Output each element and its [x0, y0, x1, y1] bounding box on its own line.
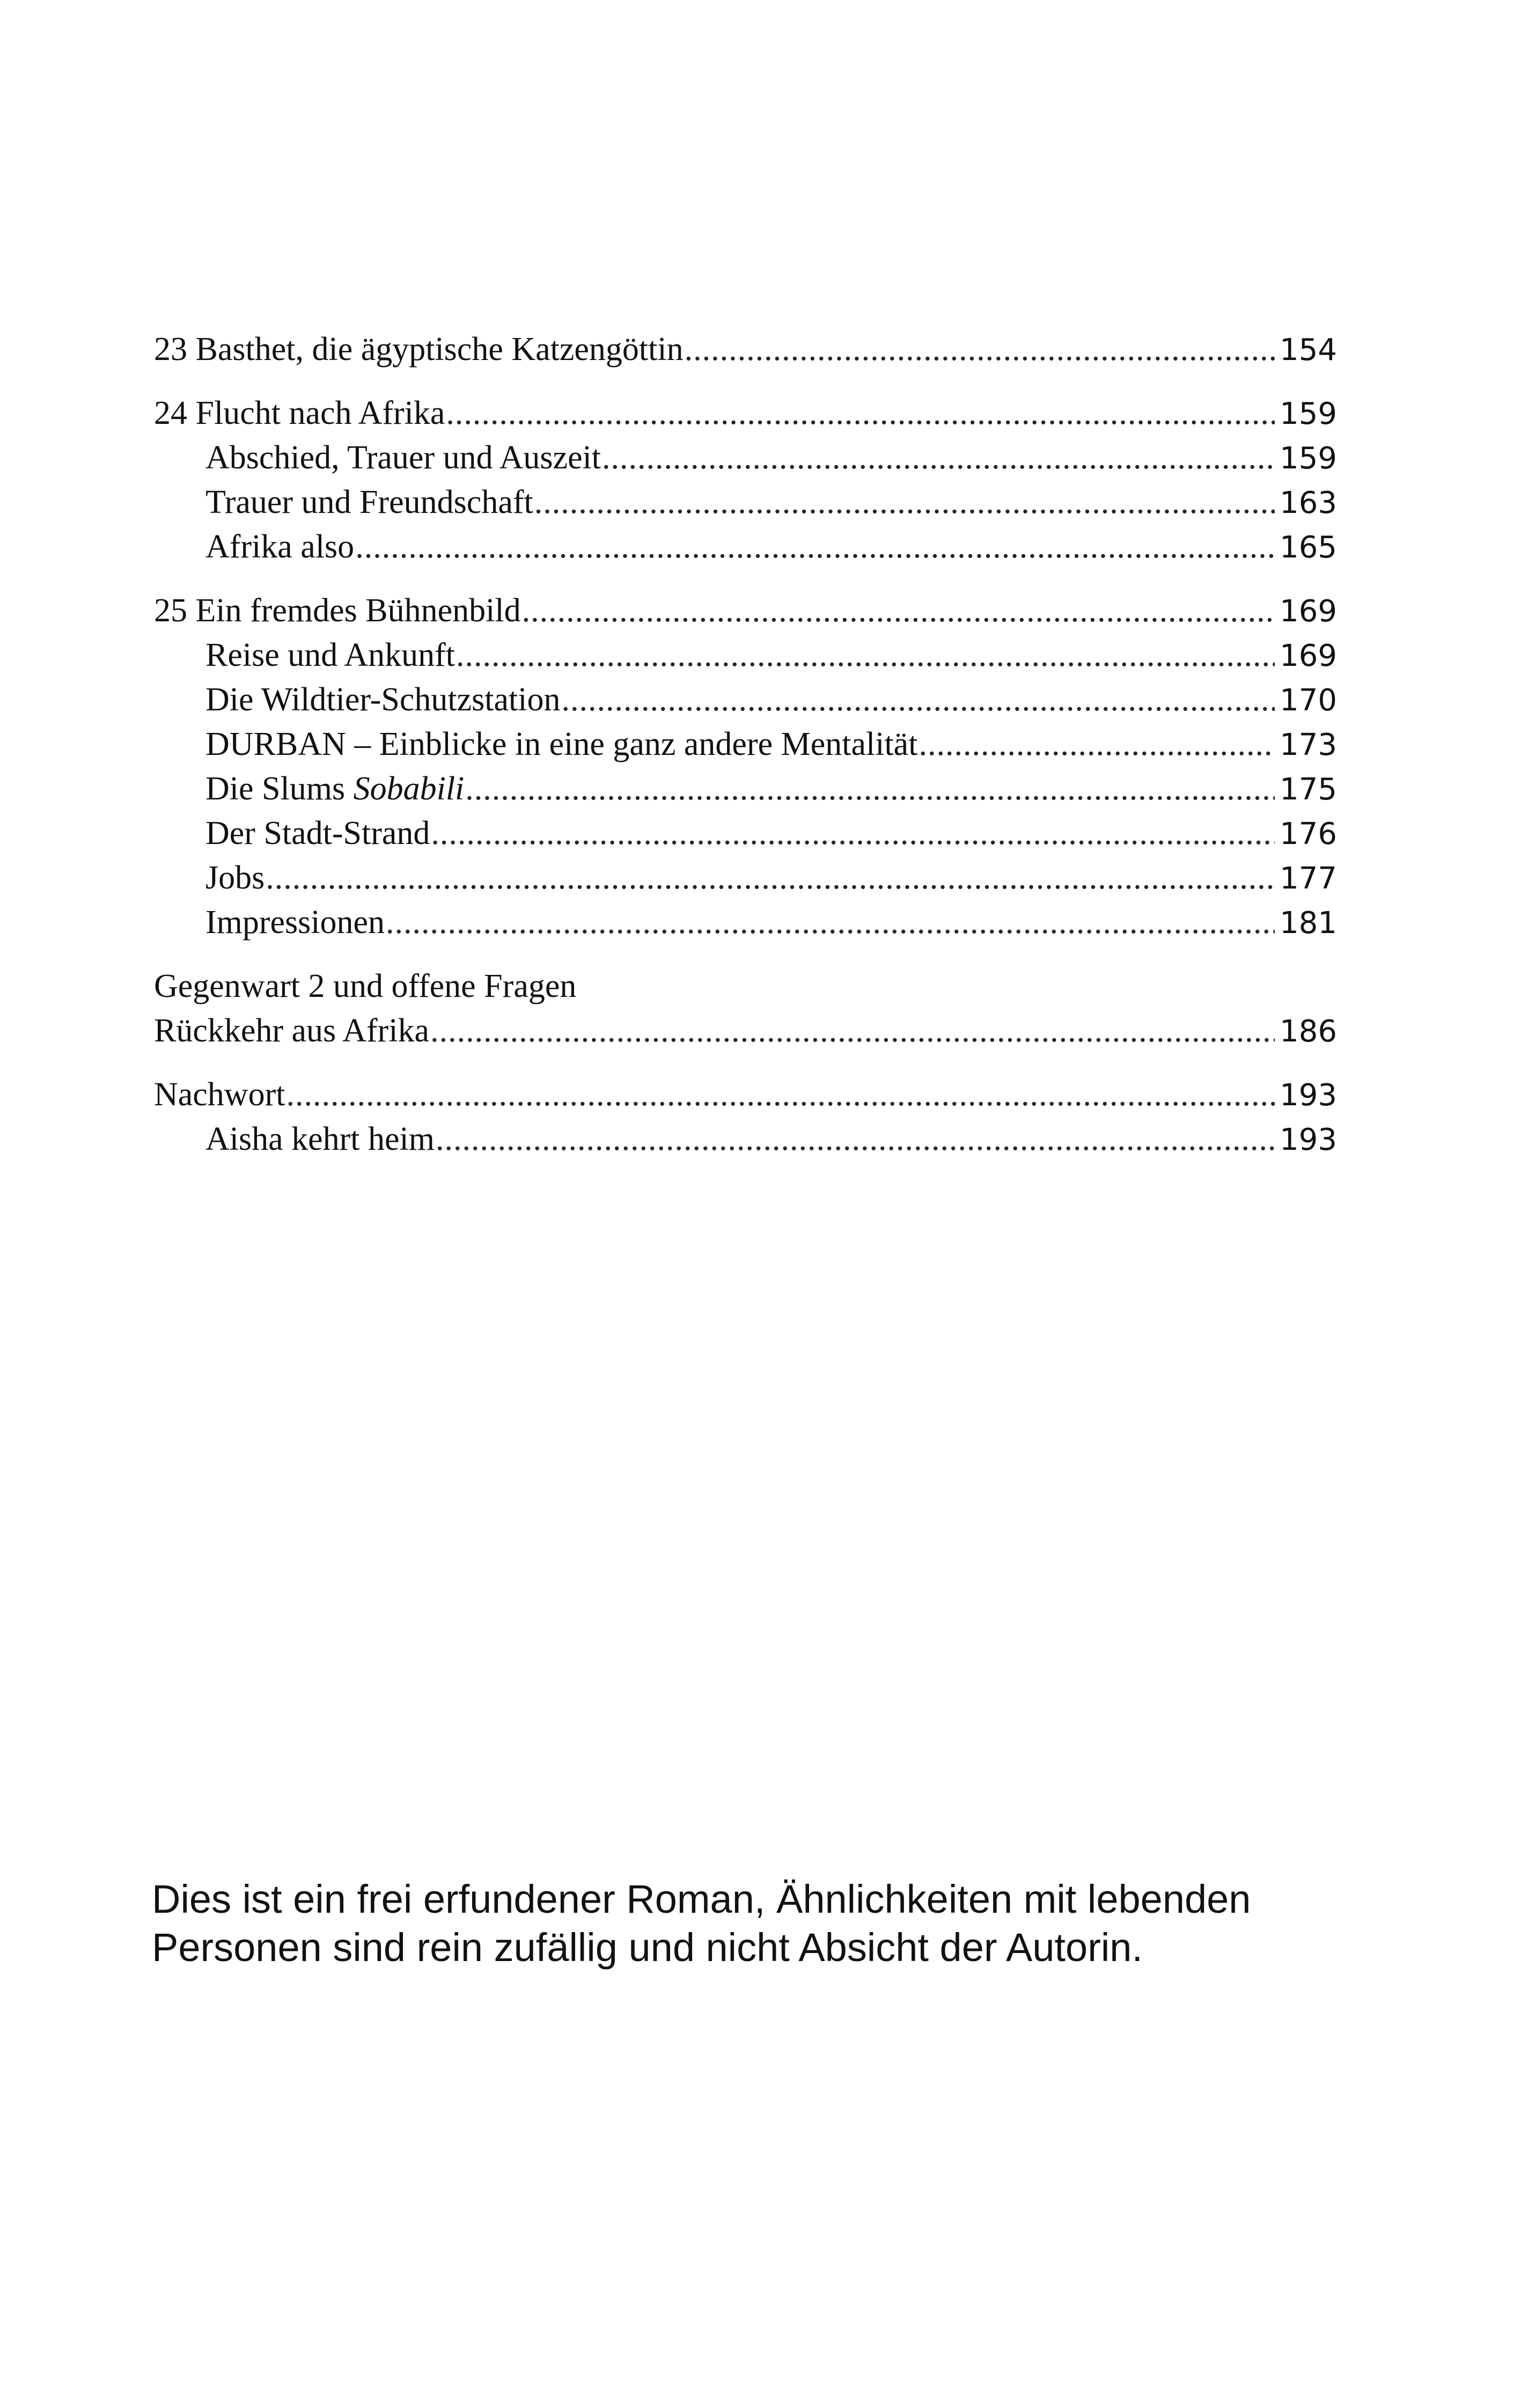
dot-leader	[534, 480, 1275, 525]
dot-leader	[430, 1009, 1275, 1053]
dot-leader	[266, 856, 1275, 900]
toc-entry-label: Nachwort	[154, 1076, 285, 1113]
table-of-contents	[154, 327, 1337, 1162]
toc-entry-label: Jobs	[205, 860, 265, 896]
toc-page-number: 176	[1280, 817, 1337, 851]
toc-entry-section	[154, 678, 1337, 722]
toc-page-number: 169	[1280, 638, 1337, 673]
toc-page-number: 193	[1280, 1078, 1337, 1113]
toc-entry-label: 23 Basthet, die ägyptische Katzengöttin	[154, 331, 684, 368]
toc-page-number: 159	[1280, 397, 1337, 431]
toc-entry-chapter	[154, 1009, 1337, 1053]
toc-entry-section	[154, 856, 1337, 900]
toc-entry-label: Der Stadt-Strand	[205, 815, 430, 851]
dot-leader	[602, 436, 1275, 480]
dot-leader	[431, 811, 1275, 856]
toc-entry-afterword	[154, 1073, 1337, 1117]
dot-leader	[561, 678, 1275, 722]
dot-leader	[355, 525, 1275, 569]
toc-entry-section	[154, 900, 1337, 945]
dot-leader	[465, 767, 1275, 811]
toc-entry-section	[154, 811, 1337, 856]
toc-entry-label: Rückkehr aus Afrika	[154, 1012, 430, 1049]
toc-entry-label: DURBAN – Einblicke in eine ganz andere Mentalität	[205, 726, 918, 762]
toc-page-number: 154	[1280, 333, 1337, 368]
disclaimer-line-2: Personen sind rein zufällig und nicht Absicht der Autorin.	[152, 1925, 1143, 1970]
toc-page-number: 159	[1280, 441, 1337, 476]
toc-page-number: 173	[1280, 728, 1337, 762]
toc-entry-label: Reise und Ankunft	[205, 637, 455, 673]
toc-entry-label: Die Wildtier-Schutzstation	[205, 681, 561, 718]
toc-entry-section	[154, 1117, 1337, 1162]
dot-leader	[456, 633, 1275, 678]
fiction-disclaimer	[152, 1875, 1413, 1972]
dot-leader	[919, 722, 1275, 767]
toc-page-number: 170	[1280, 683, 1337, 718]
toc-entry-chapter-24	[154, 391, 1337, 436]
toc-page-number: 186	[1280, 1014, 1337, 1049]
toc-entry-section	[154, 436, 1337, 480]
toc-entry-section	[154, 480, 1337, 525]
toc-page-number: 163	[1280, 486, 1337, 520]
toc-entry-section	[154, 722, 1337, 767]
toc-entry-section	[154, 633, 1337, 678]
toc-entry-label: Abschied, Trauer und Auszeit	[205, 439, 601, 476]
toc-entry-label-italic: Sobabili	[353, 770, 465, 807]
toc-page-number: 177	[1280, 861, 1337, 896]
toc-entry-label-plain: Die Slums	[205, 770, 354, 807]
toc-entry-chapter-25	[154, 589, 1337, 633]
toc-entry-label: Afrika also	[205, 528, 355, 565]
disclaimer-line-1: Dies ist ein frei erfundener Roman, Ähnlichkeiten mit lebenden	[152, 1877, 1251, 1921]
toc-entry-label	[205, 767, 464, 811]
dot-leader	[386, 900, 1275, 945]
dot-leader	[446, 391, 1275, 436]
toc-entry-label: Aisha kehrt heim	[205, 1121, 435, 1157]
toc-entry-label: Trauer und Freundschaft	[205, 484, 533, 520]
dot-leader	[522, 589, 1275, 633]
toc-page-number: 193	[1280, 1122, 1337, 1157]
toc-entry-section	[154, 525, 1337, 569]
toc-entry-label: 25 Ein fremdes Bühnenbild	[154, 592, 521, 629]
toc-page-number: 165	[1280, 530, 1337, 565]
toc-page-number: 175	[1280, 772, 1337, 807]
toc-entry-label: 24 Flucht nach Afrika	[154, 395, 445, 431]
toc-entry-label: Gegenwart 2 und offene Fragen	[154, 968, 577, 1004]
dot-leader	[685, 327, 1275, 372]
toc-entry-part-heading	[154, 964, 1337, 1009]
toc-entry-section	[154, 767, 1337, 811]
toc-entry-label: Impressionen	[205, 904, 385, 941]
toc-page-number: 169	[1280, 594, 1337, 629]
dot-leader	[436, 1117, 1275, 1162]
toc-entry-chapter-23	[154, 327, 1337, 372]
dot-leader	[286, 1073, 1275, 1117]
toc-page-number: 181	[1280, 906, 1337, 941]
